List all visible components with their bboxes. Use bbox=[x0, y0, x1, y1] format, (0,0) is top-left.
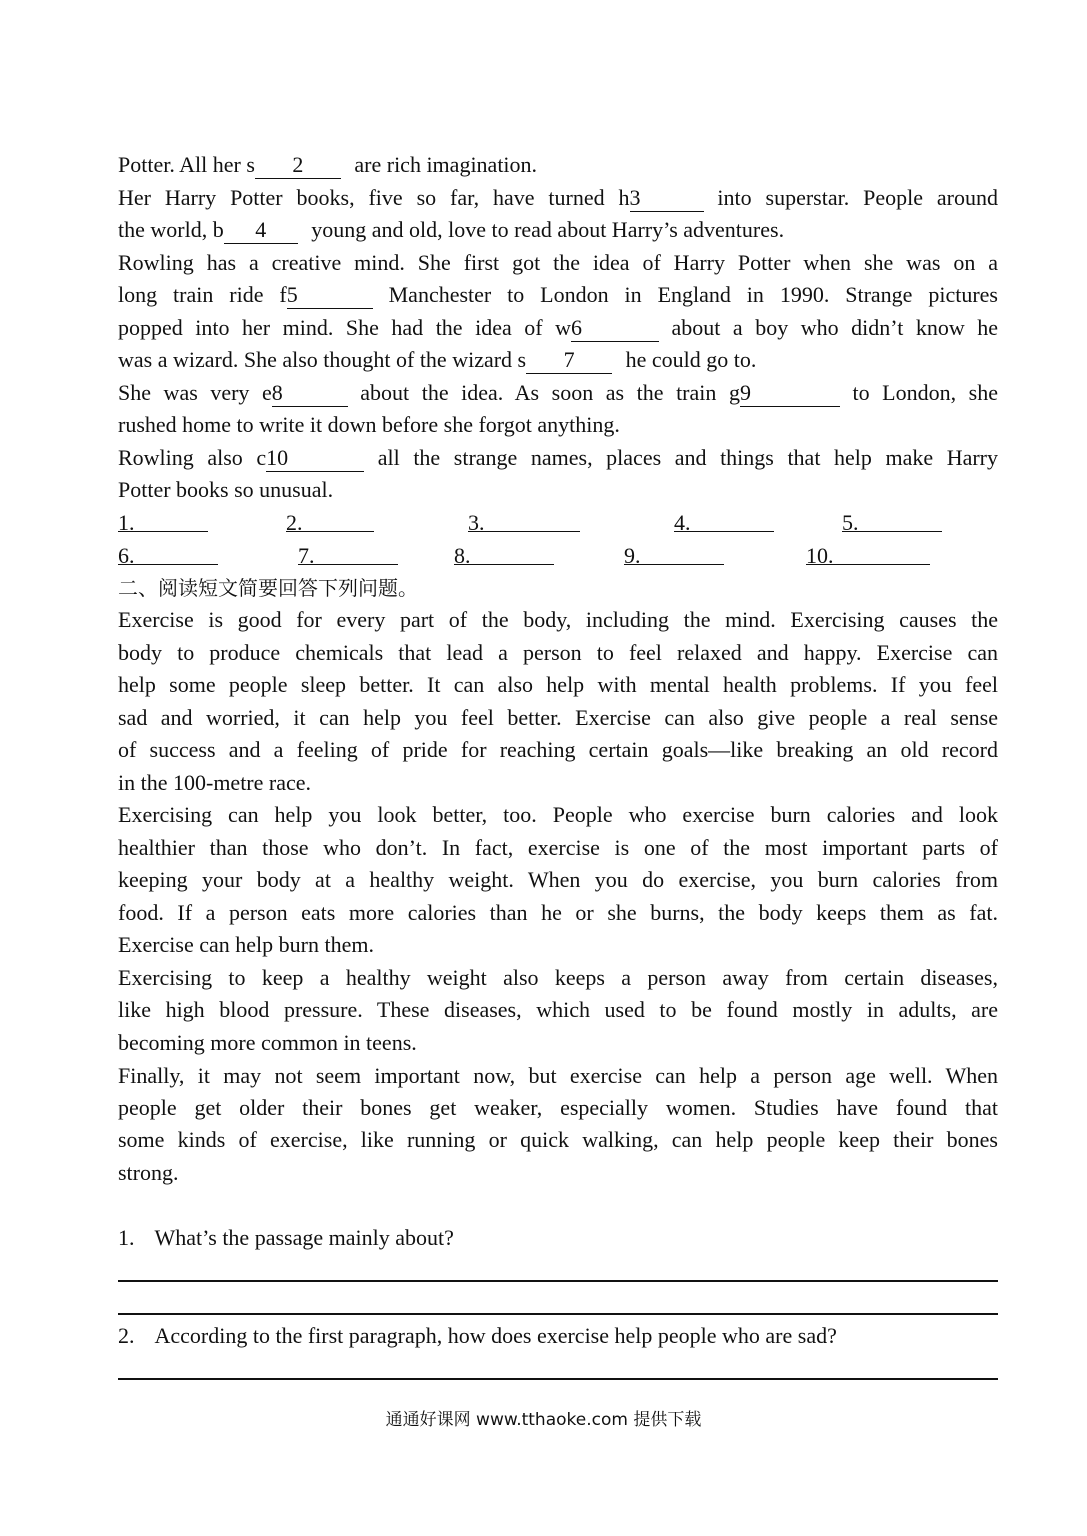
answer-row-1: 1. 2. 3. 4. 5. bbox=[118, 507, 998, 539]
passage-line: strong. bbox=[118, 1160, 179, 1185]
cloze-blank[interactable]: 9 bbox=[740, 380, 840, 407]
passage-line: Exercising to keep a healthy weight also keeps a person away from certain diseases, bbox=[118, 965, 998, 990]
answer-rule[interactable] bbox=[118, 1280, 998, 1282]
answer-line[interactable] bbox=[468, 507, 580, 532]
cloze-line: was a wizard. She also thought of the wizard s 7 he could go to. bbox=[118, 347, 757, 372]
cloze-blank[interactable]: 2 bbox=[255, 152, 341, 179]
passage-line: like high blood pressure. These diseases, which used to be found mostly in adults, are bbox=[118, 997, 998, 1022]
cloze-line: Her Harry Potter books, five so far, have turned h3 into superstar. People around bbox=[118, 185, 998, 210]
cloze-line: Rowling also c10 all the strange names, places and things that help make Harry bbox=[118, 445, 998, 470]
cloze-blank[interactable]: 10 bbox=[266, 445, 364, 472]
passage-line: of success and a feeling of pride for reaching certain goals—like breaking an old record bbox=[118, 737, 998, 762]
cloze-line: rushed home to write it down before she forgot anything. bbox=[118, 412, 620, 437]
question-1: 1. What’s the passage mainly about? bbox=[118, 1225, 454, 1250]
cloze-blank[interactable]: 4 bbox=[224, 217, 298, 244]
cloze-line: long train ride f5 Manchester to London in England in 1990. Strange pictures bbox=[118, 282, 998, 307]
passage-line: Exercise can help burn them. bbox=[118, 932, 374, 957]
answer-line[interactable] bbox=[286, 507, 374, 532]
passage-line: in the 100-metre race. bbox=[118, 770, 312, 795]
answer-line[interactable] bbox=[674, 507, 774, 532]
passage-line: healthier than those who don’t. In fact, exercise is one of the most important parts of bbox=[118, 835, 998, 860]
cloze-blank[interactable]: 5 bbox=[287, 282, 373, 309]
passage-line: food. If a person eats more calories than he or she burns, the body keeps them as fat. bbox=[118, 900, 998, 925]
answer-rule[interactable] bbox=[118, 1313, 998, 1315]
cloze-line: Potter books so unusual. bbox=[118, 477, 334, 502]
section-heading: 二、阅读短文简要回答下列问题。 bbox=[118, 576, 418, 600]
cloze-line: Potter. All her s 2 are rich imagination. bbox=[118, 152, 538, 177]
passage-line: people get older their bones get weaker, especially women. Studies have found that bbox=[118, 1095, 998, 1120]
passage-line: becoming more common in teens. bbox=[118, 1030, 417, 1055]
answer-line[interactable] bbox=[806, 540, 930, 565]
passage-line: some kinds of exercise, like running or quick walking, can help people keep their bones bbox=[118, 1127, 998, 1152]
passage-line: sad and worried, it can help you feel better. Exercise can also give people a real sense bbox=[118, 705, 998, 730]
answer-line[interactable] bbox=[624, 540, 724, 565]
cloze-blank[interactable]: 7 bbox=[526, 347, 612, 374]
cloze-blank[interactable]: 8 bbox=[272, 380, 348, 407]
answer-line[interactable] bbox=[118, 540, 218, 565]
answer-line[interactable] bbox=[118, 507, 208, 532]
answer-line[interactable] bbox=[298, 540, 398, 565]
answer-row-2: 6. 7. 8. 9. 10. bbox=[118, 540, 998, 572]
passage-line: help some people sleep better. It can also help with mental health problems. If you feel bbox=[118, 672, 998, 697]
answer-line[interactable] bbox=[842, 507, 942, 532]
cloze-line: the world, b 4 young and old, love to read about Harry’s adventures. bbox=[118, 217, 785, 242]
cloze-blank[interactable]: 6 bbox=[571, 315, 659, 342]
passage-line: Exercising can help you look better, too. People who exercise burn calories and look bbox=[118, 802, 998, 827]
cloze-line: popped into her mind. She had the idea of w6 about a boy who didn’t know he bbox=[118, 315, 998, 340]
page-footer: 通通好课网 www.tthaoke.com 提供下载 bbox=[385, 1410, 702, 1430]
cloze-line: Rowling has a creative mind. She first got the idea of Harry Potter when she was on a bbox=[118, 250, 998, 275]
passage-line: keeping your body at a healthy weight. When you do exercise, you burn calories from bbox=[118, 867, 998, 892]
cloze-line: She was very e8 about the idea. As soon as the train g9 to London, she bbox=[118, 380, 999, 405]
passage-line: Exercise is good for every part of the body, including the mind. Exercising causes the bbox=[118, 607, 998, 632]
cloze-blank[interactable]: 3 bbox=[630, 185, 704, 212]
passage-line: body to produce chemicals that lead a person to feel relaxed and happy. Exercise can bbox=[118, 640, 998, 665]
passage-line: Finally, it may not seem important now, but exercise can help a person age well. When bbox=[118, 1063, 998, 1088]
answer-rule[interactable] bbox=[118, 1378, 998, 1380]
answer-line[interactable] bbox=[454, 540, 554, 565]
question-2: 2. According to the first paragraph, how does exercise help people who are sad? bbox=[118, 1323, 837, 1348]
